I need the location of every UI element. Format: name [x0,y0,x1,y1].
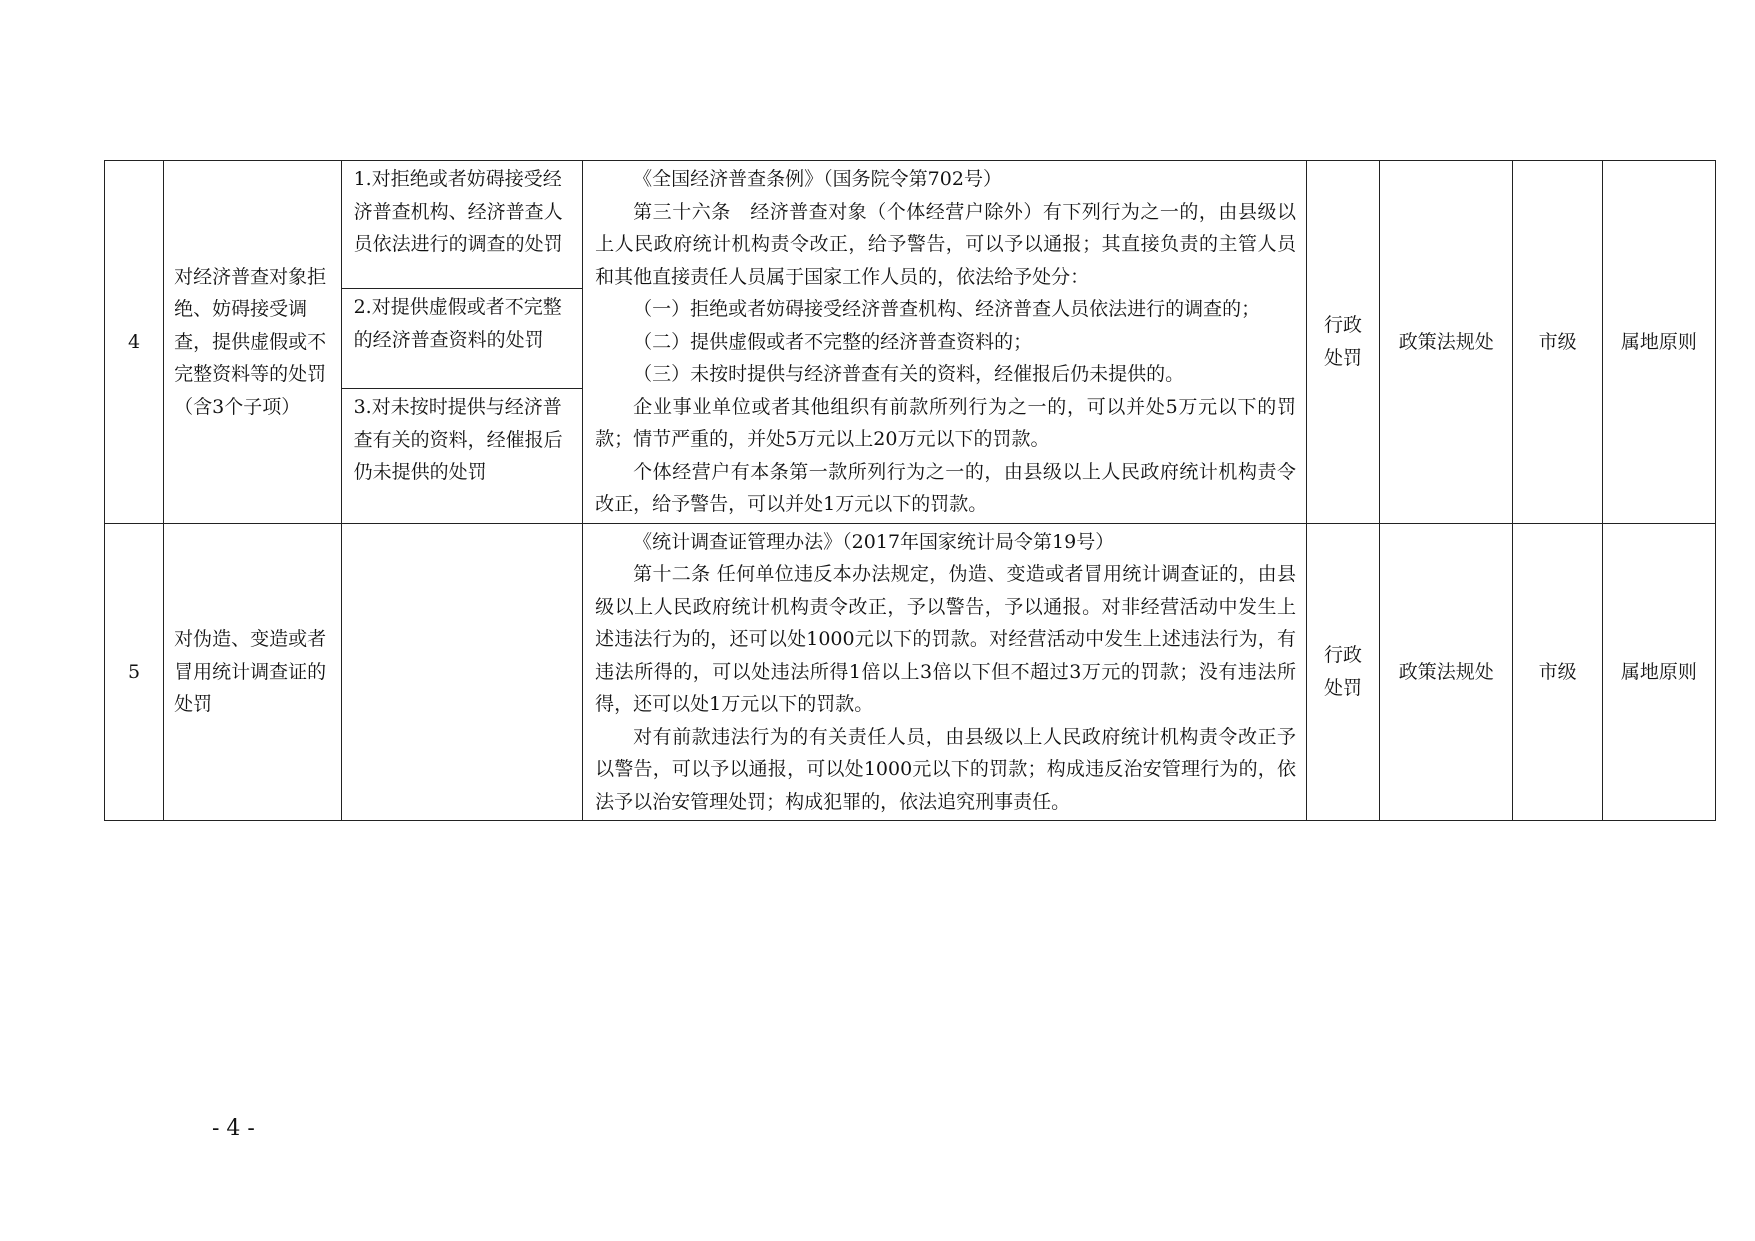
penalty-type: 行政处罚 [1306,161,1379,524]
subitem: 2.对提供虚假或者不完整的经济普查资料的处罚 [342,289,583,389]
items-table [104,160,1716,821]
level: 市级 [1513,523,1602,821]
row-number: 4 [105,161,164,524]
principle: 属地原则 [1602,161,1715,524]
subitem: 1.对拒绝或者妨碍接受经济普查机构、经济普查人员依法进行的调查的处罚 [342,161,583,289]
table-row [105,161,1716,524]
basis-paragraph: （三）未按时提供与经济普查有关的资料，经催报后仍未提供的。 [633,363,1185,385]
subitems-cell [341,523,583,821]
item-name [164,523,341,821]
legal-basis [583,523,1307,821]
basis-paragraph: 第三十六条 经济普查对象（个体经营户除外）有下列行为之一的，由县级以上人民政府统计机构责令改正，给予警告，可以予以通报；其直接负责的主管人员和其他直接责任人员属于国家工作人员的，依法给予处分： [595,200,1296,288]
basis-paragraph: 《统计调查证管理办法》（2017年国家统计局令第19号） [633,530,1115,553]
basis-paragraph: 第十二条 任何单位违反本办法规定，伪造、变造或者冒用统计调查证的，由县级以上人民政府统计机构责令改正，予以警告，予以通报。对非经营活动中发生上述违法行为的，还可以处1000元以下的罚款。对经营活动中发生上述违法行为，有违法所得的，可以处违法所得1倍以上3倍以下但不超过3万元的罚款；没有违法所得，还可以处1万元以下的罚款。 [595,563,1296,715]
item-name-text: 对经济普查对象拒绝、妨碍接受调查，提供虚假或不完整资料等的处罚（含3个子项） [174,265,327,418]
basis-paragraph: （一）拒绝或者妨碍接受经济普查机构、经济普查人员依法进行的调查的； [633,298,1261,320]
table-row [105,523,1716,821]
item-name [164,161,341,524]
page-number: - 4 - [212,1116,255,1141]
legal-basis [583,161,1307,524]
basis-paragraph: 《全国经济普查条例》（国务院令第702号） [633,168,1002,190]
subitem: 3.对未按时提供与经济普查有关的资料，经催报后仍未提供的处罚 [353,396,563,483]
penalty-type: 行政处罚 [1306,523,1379,821]
item-name-text: 对伪造、变造或者冒用统计调查证的处罚 [174,628,327,715]
basis-paragraph: 企业事业单位或者其他组织有前款所列行为之一的，可以并处5万元以下的罚款；情节严重的，并处5万元以上20万元以下的罚款。 [595,395,1296,450]
level: 市级 [1513,161,1602,524]
basis-paragraph: 个体经营户有本条第一款所列行为之一的，由县级以上人民政府统计机构责令改正，给予警告，可以并处1万元以下的罚款。 [595,460,1296,515]
department: 政策法规处 [1380,161,1513,524]
principle: 属地原则 [1602,523,1715,821]
basis-paragraph: 对有前款违法行为的有关责任人员，由县级以上人民政府统计机构责令改正予以警告，可以予以通报，可以处1000元以下的罚款；构成违反治安管理行为的，依法予以治安管理处罚；构成犯罪的，依法追究刑事责任。 [595,725,1296,813]
row-number: 5 [105,523,164,821]
department: 政策法规处 [1380,523,1513,821]
subitems-cell [341,161,583,524]
basis-paragraph: （二）提供虚假或者不完整的经济普查资料的； [633,330,1033,353]
